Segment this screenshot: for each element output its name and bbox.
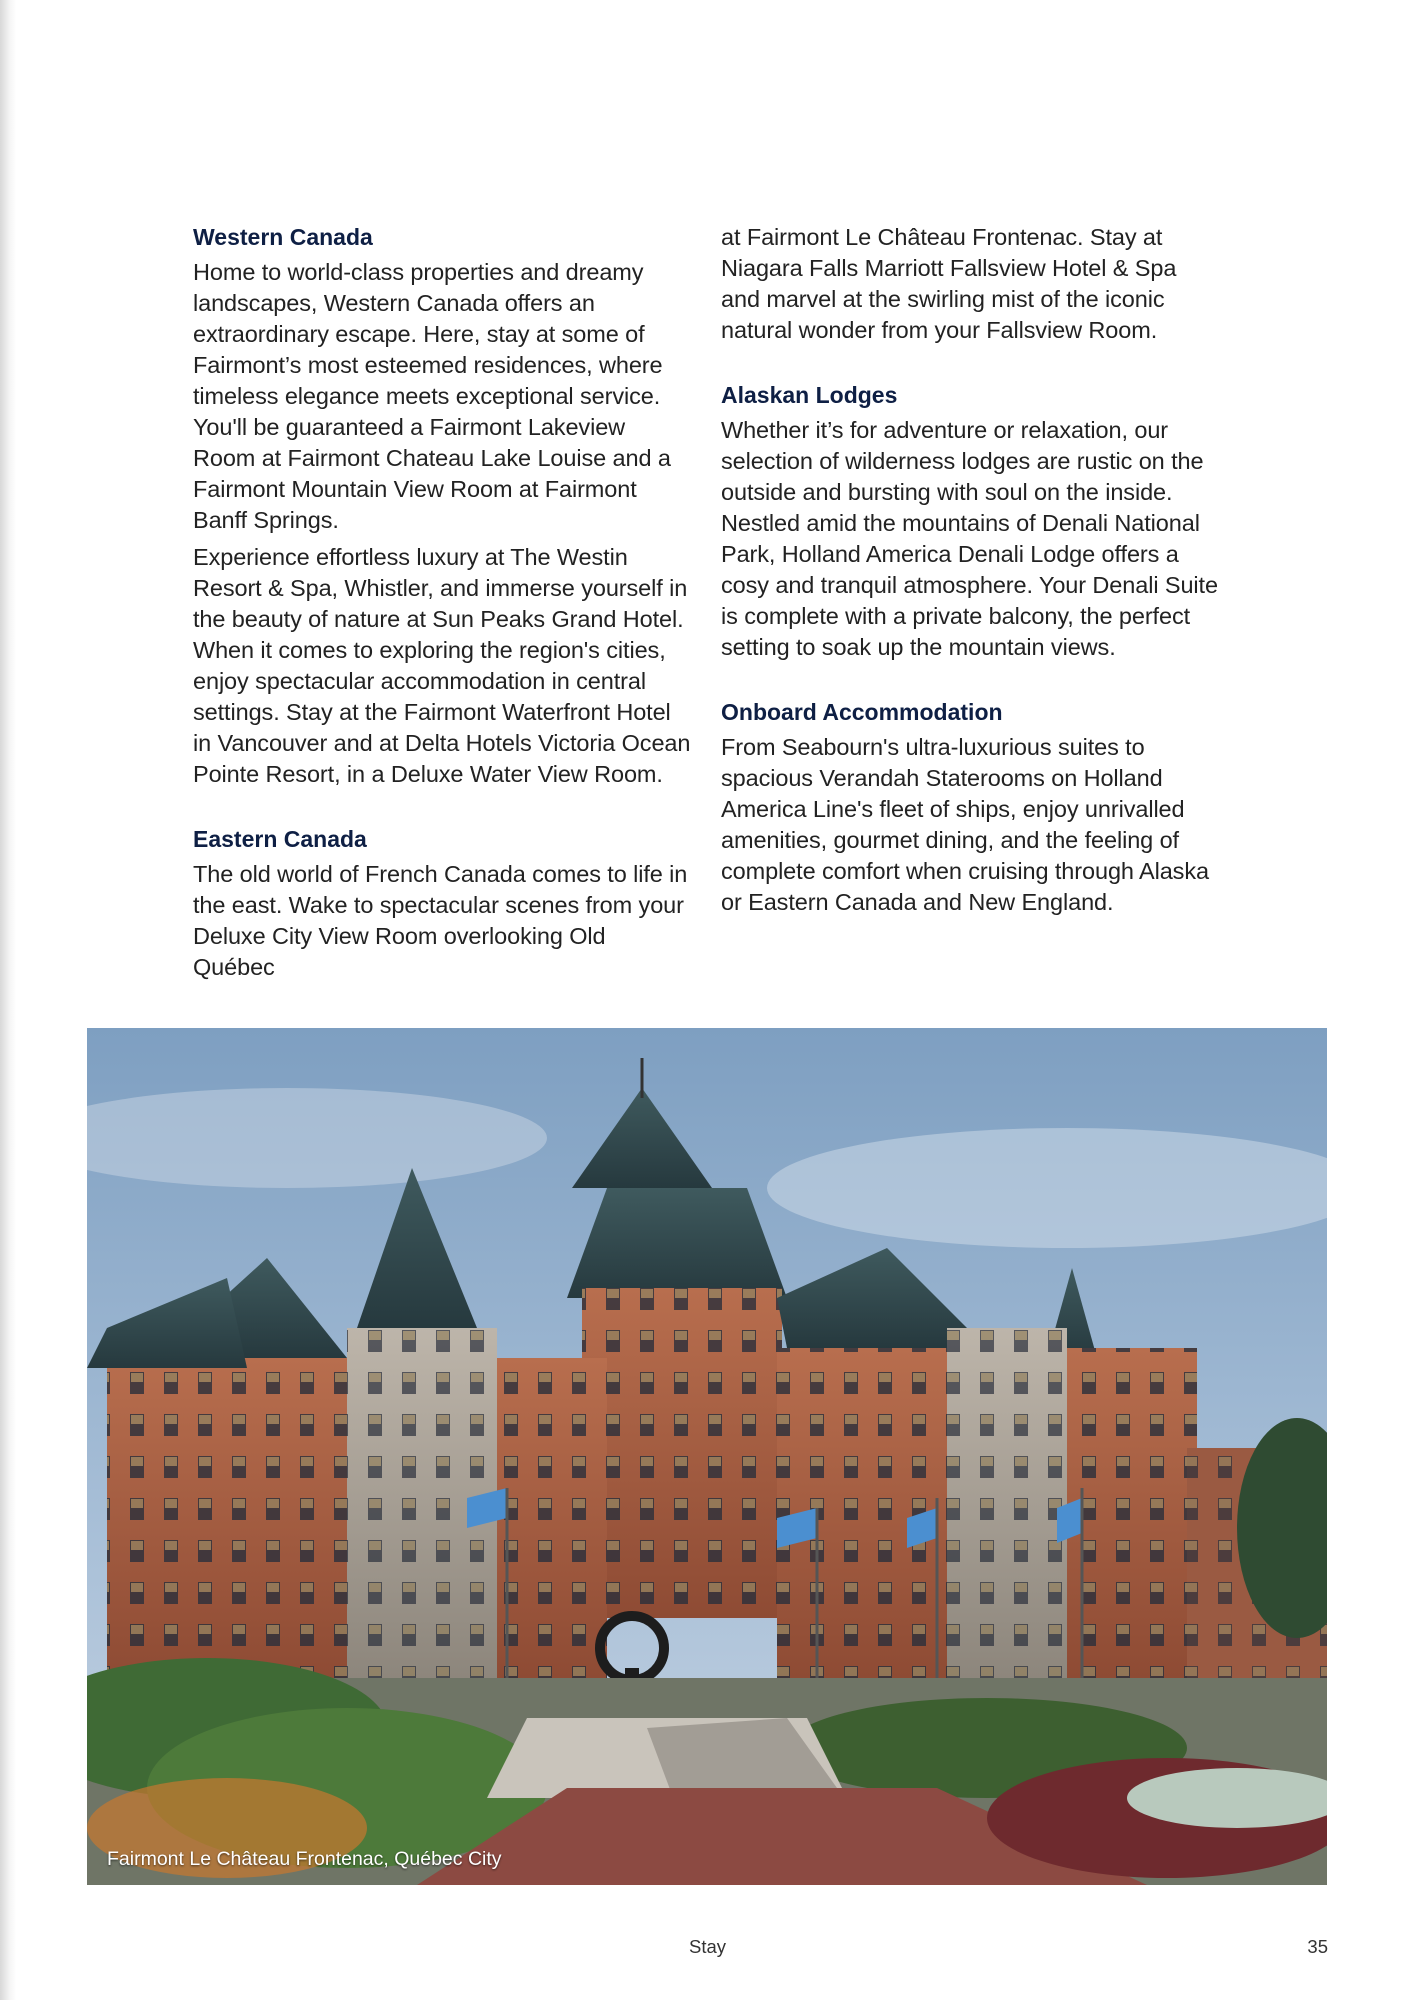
onboard-accommodation-paragraph: From Seabourn's ultra-luxurious suites to spacious Verandah Staterooms on Holland America Line's fleet of ships, enjoy unrivalled amenities, gourmet dining, and the feeling of complete comfort when cruising through Alaska or Eastern Canada and New England.: [721, 734, 1209, 915]
heading-western-canada: Western Canada: [193, 224, 373, 250]
heading-onboard-accommodation: Onboard Accommodation: [721, 699, 1003, 725]
right-column: [721, 222, 1221, 924]
heading-alaskan-lodges: Alaskan Lodges: [721, 382, 898, 408]
chateau-frontenac-photo: [87, 1028, 1327, 1885]
eastern-canada-paragraph-continued: at Fairmont Le Château Frontenac. Stay at Niagara Falls Marriott Fallsview Hotel & Spa and marvel at the swirling mist of the iconic natural wonder from your Fallsview Room.: [721, 224, 1177, 343]
western-canada-paragraph-1: Home to world-class properties and dreamy landscapes, Western Canada offers an extraordinary escape. Here, stay at some of Fairmont’s most esteemed residences, where timeless elegance meets exceptional service. You'll be guaranteed a Fairmont Lakeview Room at Fairmont Chateau Lake Louise and a Fairmont Mountain View Room at Fairmont Banff Springs.: [193, 259, 671, 533]
left-column: [193, 222, 693, 989]
page-edge-shadow: [0, 0, 16, 2000]
page-number: 35: [1307, 1936, 1328, 1957]
chateau-illustration: [87, 1028, 1327, 1885]
western-canada-paragraph-2: Experience effortless luxury at The Westin Resort & Spa, Whistler, and immerse yourself in the beauty of nature at Sun Peaks Grand Hotel. When it comes to exploring the region's cities, enjoy spectacular accommodation in central settings. Stay at the Fairmont Waterfront Hotel in Vancouver and at Delta Hotels Victoria Ocean Pointe Resort, in a Deluxe Water View Room.: [193, 544, 691, 787]
photo-caption: Fairmont Le Château Frontenac, Québec City: [107, 1848, 502, 1870]
alaskan-lodges-paragraph: Whether it’s for adventure or relaxation, our selection of wilderness lodges are rustic on the outside and bursting with soul on the inside. Nestled amid the mountains of Denali National Park, Holland America Denali Lodge offers a cosy and tranquil atmosphere. Your Denali Suite is complete with a private balcony, the perfect setting to soak up the mountain views.: [721, 417, 1218, 660]
footer-section-label: Stay: [689, 1936, 727, 1957]
eastern-canada-paragraph: The old world of French Canada comes to life in the east. Wake to spectacular scenes from your Deluxe City View Room overlooking Old Québec: [193, 861, 688, 980]
heading-eastern-canada: Eastern Canada: [193, 826, 367, 852]
